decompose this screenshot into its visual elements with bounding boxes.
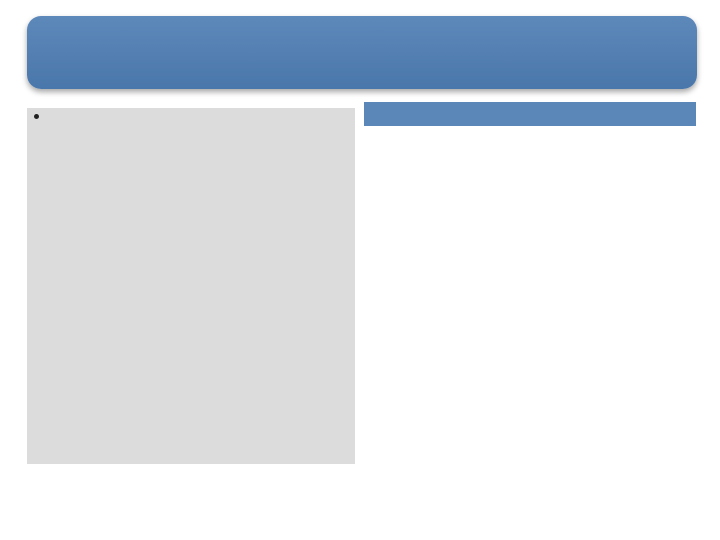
pt-classification-panel [27, 108, 355, 464]
stages-header [364, 102, 696, 126]
title-banner [27, 16, 697, 89]
bullet-icon [34, 114, 39, 119]
ptx-note [33, 112, 349, 121]
